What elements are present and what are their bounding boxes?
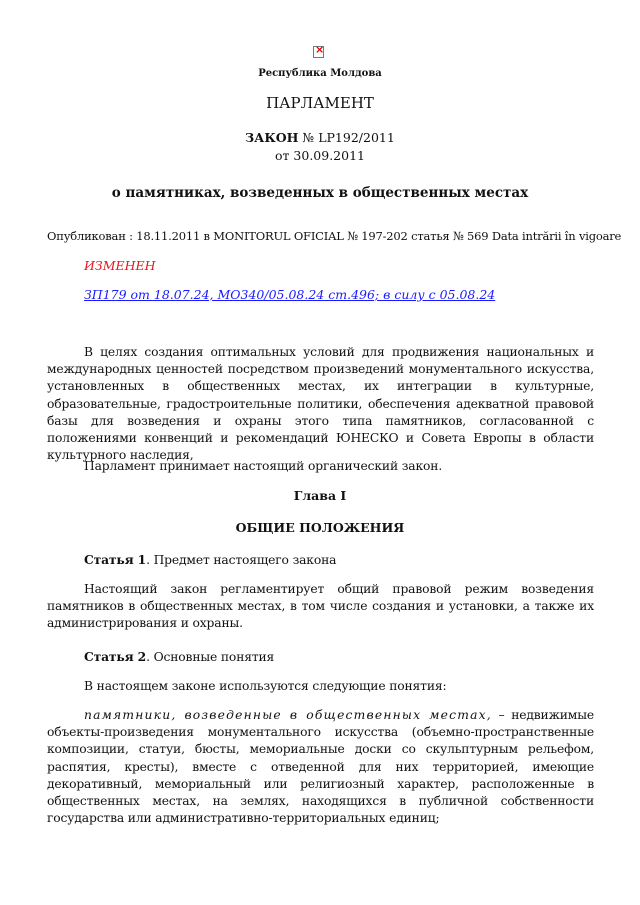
broken-image-icon [313,46,324,58]
law-title: о памятниках, возведенных в общественных местах [111,185,529,201]
defined-term: памятники, возведенные в общественных местах, [84,708,492,722]
article-label: Статья 1 [84,552,147,567]
article-label: Статья 2 [84,649,147,664]
chapter-heading: Глава I [293,488,347,503]
law-label: ЗАКОН [245,130,299,145]
law-date: от 30.09.2011 [275,148,365,163]
definition-text: – недвижимые объекты-произведения монументального искусства (объемно-пространственные композиции, статуи, бюсты, мемориальные доски со скульптурным рельефом, распятия, кресты), вместе с отведенной для них территорией, имеющие декоративный, мемориальный или религиозный характер, расположенные в общественных местах, на землях, находящихся в публичной собственности государства или административно-территориальных единиц; [47,708,594,826]
republic-label: Республика Молдова [258,68,382,79]
parliament-heading: ПАРЛАМЕНТ [266,94,374,112]
preamble-text: В целях создания оптимальных условий для продвижения национальных и международных ценностей посредством произведений монументального искусства, установленных в общественных местах, их интеграции в культурные, образовательные, градостроительные политики, обеспечения адекватной правовой базы для возведения и охраны этого типа памятников, согласованной с положениями конвенций и рекомендаций ЮНЕСКО и Совета Европы в области культурного наследия, [47,345,594,463]
publication-info: Опубликован : 18.11.2011 в MONITORUL OFICIAL № 197-202 статья № 569 Data intrării în vigoare [47,229,622,243]
article-text: Настоящий закон регламентирует общий правовой режим возведения памятников в общественных местах, в том числе создания и установки, а также их администрирования и охраны. [47,582,594,631]
article-title: . Основные понятия [146,650,275,664]
article-2-definition [47,707,594,827]
law-number [0,130,640,145]
enactment-text: Парламент принимает настоящий органический закон. [84,459,443,473]
article-1-heading [47,551,594,569]
law-number-value: № LP192/2011 [302,130,395,145]
status-badge: ИЗМЕНЕН [84,258,156,273]
article-2-intro [47,678,594,695]
article-title: . Предмет настоящего закона [146,553,337,567]
chapter-title: ОБЩИЕ ПОЛОЖЕНИЯ [235,520,405,535]
amendment-link[interactable]: ЗП179 от 18.07.24, MO340/05.08.24 ст.496; в силу с 05.08.24 [84,287,496,302]
article-intro-text: В настоящем законе используются следующие понятия: [84,679,447,693]
article-1-text [47,581,594,633]
article-2-heading [47,648,594,666]
enactment-paragraph [47,458,594,475]
preamble-paragraph [47,344,594,464]
